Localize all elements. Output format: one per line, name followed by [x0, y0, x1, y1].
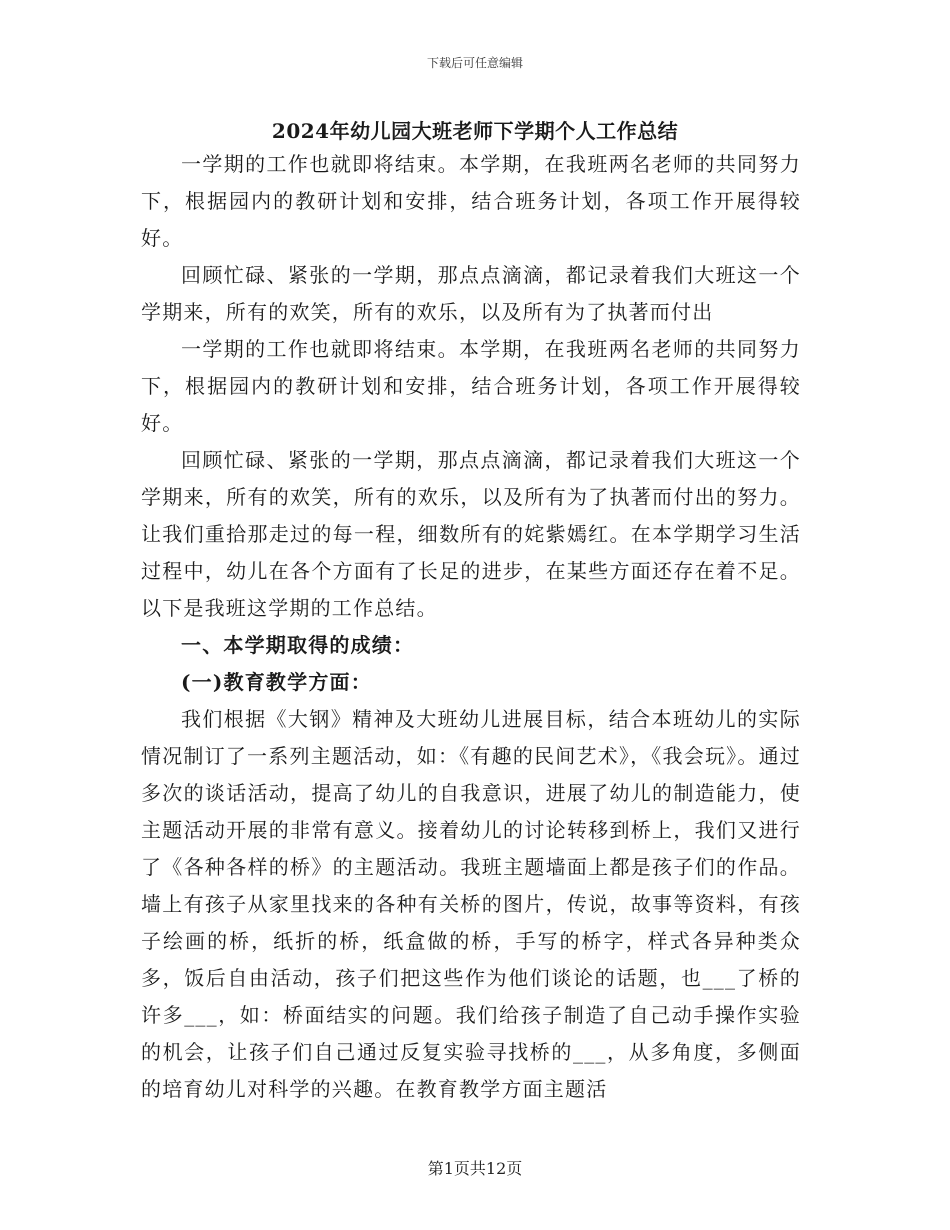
page-footer: 第1页共12页 — [427, 1159, 523, 1178]
document-body — [141, 146, 801, 1108]
subsection-heading-education: (一)教育教学方面： — [181, 670, 372, 694]
paragraph-review-2: 回顾忙碌、紧张的一学期，那点点滴滴，都记录着我们大班这一个学期来，所有的欢笑，所有的欢乐，以及所有为了执著而付出的努力。让我们重拾那走过的每一程，细数所有的姹紫嫣红。在本学期学习生活过程中，幼儿在各个方面有了长足的进步，在某些方面还存在着不足。以下是我班这学期的工作总结。 — [141, 448, 801, 620]
paragraph-review-1: 回顾忙碌、紧张的一学期，那点点滴滴，都记录着我们大班这一个学期来，所有的欢笑，所有的欢乐，以及所有为了执著而付出 — [141, 263, 801, 324]
paragraph-education: 我们根据《大钢》精神及大班幼儿进展目标，结合本班幼儿的实际情况制订了一系列主题活动，如：《有趣的民间艺术》，《我会玩》。通过多次的谈话活动，提高了幼儿的自我意识，进展了幼儿的制造能力，使主题活动开展的非常有意义。接着幼儿的讨论转移到桥上，我们又进行了《各种各样的桥》的主题活动。我班主题墙面上都是孩子们的作品。墙上有孩子从家里找来的各种有关桥的图片，传说，故事等资料，有孩子绘画的桥，纸折的桥，纸盒做的桥，手写的桥字，样式各异种类众多，饭后自由活动，孩子们把这些作为他们谈论的话题，也___了桥的许多___，如：桥面结实的问题。我们给孩子制造了自己动手操作实验的机会，让孩子们自己通过反复实验寻找桥的___，从多角度，多侧面的培育幼儿对科学的兴趣。在教育教学方面主题活 — [141, 707, 801, 1101]
header-note: 下载后可任意编辑 — [426, 56, 523, 70]
section-heading-achievements: 一、本学期取得的成绩： — [181, 633, 415, 657]
paragraph-intro-1: 一学期的工作也就即将结束。本学期，在我班两名老师的共同努力下，根据园内的教研计划和安排，结合班务计划，各项工作开展得较好。 — [141, 152, 801, 250]
paragraph-intro-2: 一学期的工作也就即将结束。本学期，在我班两名老师的共同努力下，根据园内的教研计划和安排，结合班务计划，各项工作开展得较好。 — [141, 337, 801, 435]
document-title: 2024年幼儿园大班老师下学期个人工作总结 — [271, 119, 679, 143]
